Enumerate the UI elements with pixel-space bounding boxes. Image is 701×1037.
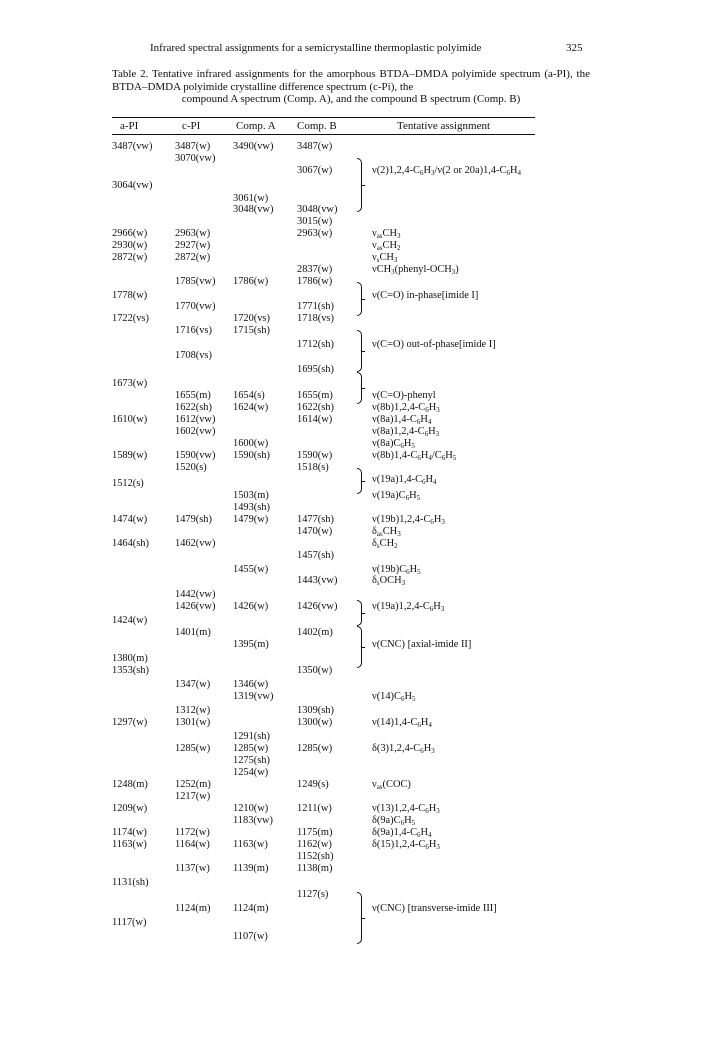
bracket-group: [357, 330, 362, 372]
cell-c-pi: 1655(m): [175, 390, 211, 401]
bracket-group: [357, 468, 362, 494]
cell-c-pi: 1479(sh): [175, 514, 212, 525]
cell-comp-b: 2963(w): [297, 228, 333, 239]
cell-a-pi: 1589(w): [112, 450, 148, 461]
cell-a-pi: 1131(sh): [112, 877, 149, 888]
cell-c-pi: 1301(w): [175, 717, 211, 728]
cell-assignment: $\delta(9a)1,4-C_6H_4$: [372, 827, 432, 839]
cell-comp-a: 1426(w): [233, 601, 269, 612]
cell-a-pi: 1673(w): [112, 378, 148, 389]
cell-a-pi: 1778(w): [112, 290, 148, 301]
column-header-comp-b: Comp. B: [297, 120, 337, 132]
bracket-group: [357, 600, 362, 626]
cell-assignment: $\nu(19a)C_6H_5$: [372, 490, 421, 502]
cell-assignment: $\nu(8a)1,4-C_6H_4$: [372, 414, 432, 426]
cell-c-pi: 1785(vw): [175, 276, 216, 287]
cell-c-pi: 1124(m): [175, 903, 211, 914]
cell-c-pi: 3487(w): [175, 141, 211, 152]
column-header-a-pi: a-PI: [120, 120, 139, 132]
cell-a-pi: 1353(sh): [112, 665, 149, 676]
cell-a-pi: 1248(m): [112, 779, 148, 790]
cell-a-pi: 2966(w): [112, 228, 148, 239]
cell-comp-b: 2837(w): [297, 264, 333, 275]
cell-c-pi: 1312(w): [175, 705, 211, 716]
cell-c-pi: 1172(w): [175, 827, 210, 838]
bracket-group: [357, 282, 362, 316]
cell-comp-b: 1162(w): [297, 839, 332, 850]
cell-comp-a: 3061(w): [233, 193, 269, 204]
cell-assignment: $\nu(19a)1,2,4-C_6H_3$: [372, 601, 445, 613]
cell-c-pi: 1622(sh): [175, 402, 212, 413]
cell-comp-a: 1503(m): [233, 490, 269, 501]
cell-comp-b: 1138(m): [297, 863, 333, 874]
cell-comp-a: 1590(sh): [233, 450, 270, 461]
cell-comp-a: 3048(vw): [233, 204, 274, 215]
cell-assignment: $\nu(19b)1,2,4-C_6H_3$: [372, 514, 445, 526]
cell-comp-b: 1457(sh): [297, 550, 334, 561]
page-number: 325: [566, 42, 583, 54]
cell-comp-a: 1654(s): [233, 390, 265, 401]
cell-comp-a: 1624(w): [233, 402, 269, 413]
cell-comp-a: 3490(vw): [233, 141, 274, 152]
cell-a-pi: 1424(w): [112, 615, 148, 626]
cell-c-pi: 1602(vw): [175, 426, 216, 437]
cell-c-pi: 1347(w): [175, 679, 211, 690]
running-title: Infrared spectral assignments for a semicrystalline thermoplastic polyimide: [150, 42, 482, 54]
cell-comp-a: 1346(w): [233, 679, 269, 690]
cell-a-pi: 1474(w): [112, 514, 148, 525]
cell-assignment: $\nu(14)C_6H_5$: [372, 691, 416, 703]
cell-comp-b: 1127(s): [297, 889, 329, 900]
table-header-rule: [112, 134, 535, 135]
cell-c-pi: 1590(vw): [175, 450, 216, 461]
cell-c-pi: 1708(vs): [175, 350, 212, 361]
cell-c-pi: 1401(m): [175, 627, 211, 638]
cell-comp-b: 3015(w): [297, 216, 333, 227]
cell-c-pi: 1612(vw): [175, 414, 216, 425]
cell-c-pi: 1442(vw): [175, 589, 216, 600]
cell-a-pi: 2872(w): [112, 252, 148, 263]
cell-assignment: $\delta_sOCH_3$: [372, 575, 406, 587]
cell-assignment: ν(CNC) [transverse-imide III]: [372, 903, 497, 914]
cell-comp-b: 1477(sh): [297, 514, 334, 525]
cell-assignment: $\nu(14)1,4-C_6H_4$: [372, 717, 432, 729]
cell-comp-b: 1350(w): [297, 665, 333, 676]
cell-comp-b: 1285(w): [297, 743, 333, 754]
cell-c-pi: 1137(w): [175, 863, 210, 874]
cell-assignment: ν(C=O) in-phase[imide I]: [372, 290, 479, 301]
table-caption-text: Table 2. Tentative infrared assignments for the amorphous BTDA–DMDA polyimide spectrum (a-PI), the BTDA–DMDA polyimide crystalline difference spectrum (c-Pi), the: [112, 68, 590, 93]
cell-comp-b: 1249(s): [297, 779, 329, 790]
cell-assignment: $\delta(3)1,2,4-C_6H_3$: [372, 743, 435, 755]
cell-assignment: $\nu(8b)1,2,4-C_6H_3$: [372, 402, 440, 414]
cell-c-pi: 1770(vw): [175, 301, 216, 312]
cell-a-pi: 1722(vs): [112, 313, 149, 324]
cell-comp-b: 1152(sh): [297, 851, 334, 862]
cell-comp-b: 1695(sh): [297, 364, 334, 375]
cell-comp-b: 1470(w): [297, 526, 333, 537]
cell-comp-a: 1107(w): [233, 931, 268, 942]
table-caption: [112, 68, 590, 106]
cell-c-pi: 1520(s): [175, 462, 207, 473]
cell-c-pi: 1217(w): [175, 791, 211, 802]
cell-c-pi: 1716(vs): [175, 325, 212, 336]
cell-comp-b: 1614(w): [297, 414, 333, 425]
cell-comp-a: 1285(w): [233, 743, 269, 754]
cell-c-pi: 2927(w): [175, 240, 211, 251]
cell-comp-a: 1493(sh): [233, 502, 270, 513]
cell-comp-b: 1402(m): [297, 627, 333, 638]
cell-a-pi: 1464(sh): [112, 538, 149, 549]
cell-assignment: ν(CNC) [axial-imide II]: [372, 639, 472, 650]
cell-comp-b: 1622(sh): [297, 402, 334, 413]
cell-a-pi: 1209(w): [112, 803, 148, 814]
cell-assignment: $\delta_sCH_2$: [372, 538, 398, 550]
cell-c-pi: 1252(m): [175, 779, 211, 790]
cell-a-pi: 3487(vw): [112, 141, 153, 152]
cell-assignment: $\nu(19b)C_6H_5$: [372, 564, 421, 576]
table-caption-last-line: compound A spectrum (Comp. A), and the compound B spectrum (Comp. B): [181, 93, 521, 105]
cell-comp-b: 1211(w): [297, 803, 332, 814]
cell-comp-a: 1479(w): [233, 514, 269, 525]
cell-assignment: $\delta(9a)C_6H_5$: [372, 815, 416, 827]
cell-comp-b: 3487(w): [297, 141, 333, 152]
cell-comp-a: 1600(w): [233, 438, 269, 449]
cell-comp-b: 1443(vw): [297, 575, 338, 586]
cell-assignment: ν(C=O) out-of-phase[imide I]: [372, 339, 496, 350]
cell-a-pi: 3064(vw): [112, 180, 153, 191]
column-header-assignment: Tentative assignment: [397, 120, 491, 132]
cell-comp-b: 3067(w): [297, 165, 333, 176]
cell-a-pi: 1297(w): [112, 717, 148, 728]
cell-a-pi: 2930(w): [112, 240, 148, 251]
cell-comp-a: 1139(m): [233, 863, 269, 874]
table-top-rule: [112, 117, 535, 118]
cell-assignment: $\nu(8a)1,2,4-C_6H_3$: [372, 426, 440, 438]
cell-comp-a: 1715(sh): [233, 325, 270, 336]
cell-comp-b: 1175(m): [297, 827, 333, 838]
cell-assignment: $\nu_{as}CH_2$: [372, 240, 401, 252]
cell-c-pi: 1164(w): [175, 839, 210, 850]
bracket-group: [357, 372, 362, 404]
cell-comp-b: 1771(sh): [297, 301, 334, 312]
cell-assignment: $\nu_{as}(COC)$: [372, 779, 411, 791]
cell-comp-b: 1518(s): [297, 462, 329, 473]
cell-assignment: $\delta(15)1,2,4-C_6H_3$: [372, 839, 440, 851]
column-header-c-pi: c-PI: [182, 120, 201, 132]
cell-a-pi: 1610(w): [112, 414, 148, 425]
cell-comp-a: 1319(vw): [233, 691, 274, 702]
cell-c-pi: 1426(vw): [175, 601, 216, 612]
cell-comp-b: 1718(vs): [297, 313, 334, 324]
cell-a-pi: 1117(w): [112, 917, 147, 928]
cell-comp-a: 1183(vw): [233, 815, 274, 826]
bracket-group: [357, 158, 362, 212]
bracket-group: [357, 626, 362, 668]
cell-comp-b: 1300(w): [297, 717, 333, 728]
cell-comp-a: 1395(m): [233, 639, 269, 650]
cell-c-pi: 3070(vw): [175, 153, 216, 164]
cell-assignment: $\nu(8b)1,4-C_6H_4/C_6H_5$: [372, 450, 457, 462]
cell-assignment: $\nu(13)1,2,4-C_6H_3$: [372, 803, 440, 815]
cell-comp-b: 1590(w): [297, 450, 333, 461]
cell-assignment: $\nu(2)1,2,4-C_6H_3/\nu(2$ or $20a)1,4-C_6H_4$: [372, 165, 521, 177]
cell-c-pi: 2963(w): [175, 228, 211, 239]
cell-comp-a: 1210(w): [233, 803, 269, 814]
cell-comp-a: 1720(vs): [233, 313, 270, 324]
cell-a-pi: 1163(w): [112, 839, 147, 850]
cell-comp-a: 1291(sh): [233, 731, 270, 742]
cell-c-pi: 1462(vw): [175, 538, 216, 549]
cell-c-pi: 2872(w): [175, 252, 211, 263]
cell-comp-a: 1455(w): [233, 564, 269, 575]
cell-assignment: ν(C=O)-phenyl: [372, 390, 436, 401]
cell-comp-b: 1655(m): [297, 390, 333, 401]
cell-comp-a: 1786(w): [233, 276, 269, 287]
cell-comp-a: 1275(sh): [233, 755, 270, 766]
cell-comp-b: 1309(sh): [297, 705, 334, 716]
cell-comp-b: 3048(vw): [297, 204, 338, 215]
cell-comp-b: 1786(w): [297, 276, 333, 287]
cell-assignment: $\delta_{as}CH_3$: [372, 526, 401, 538]
cell-assignment: $\nu(8a)C_6H_5$: [372, 438, 415, 450]
cell-comp-a: 1124(m): [233, 903, 269, 914]
cell-assignment: $\nu_{as}CH_3$: [372, 228, 401, 240]
bracket-group: [357, 892, 362, 944]
cell-comp-b: 1712(sh): [297, 339, 334, 350]
cell-comp-a: 1254(w): [233, 767, 269, 778]
cell-a-pi: 1174(w): [112, 827, 147, 838]
cell-c-pi: 1285(w): [175, 743, 211, 754]
cell-assignment: $\nu_sCH_3$: [372, 252, 398, 264]
column-header-comp-a: Comp. A: [236, 120, 276, 132]
cell-assignment: $\nu CH_3(phenyl-OCH_3)$: [372, 264, 459, 276]
cell-a-pi: 1512(s): [112, 478, 144, 489]
cell-assignment: $\nu(19a)1,4-C_6H_4$: [372, 474, 437, 486]
cell-a-pi: 1380(m): [112, 653, 148, 664]
cell-comp-b: 1426(vw): [297, 601, 338, 612]
cell-comp-a: 1163(w): [233, 839, 268, 850]
